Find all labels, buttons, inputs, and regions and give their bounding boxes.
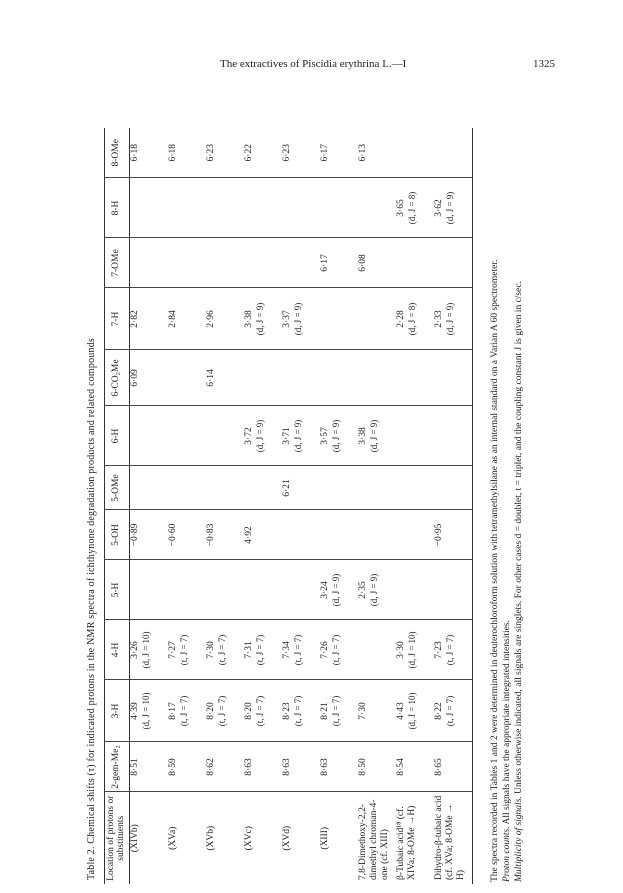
multiplicity: (d, J = 8)	[406, 191, 417, 225]
shift-cell	[434, 680, 473, 742]
column-header: 4-H	[105, 620, 130, 680]
shift-value: 3·38	[357, 427, 368, 445]
column-header: 8-H	[105, 178, 130, 238]
shift-cell	[168, 288, 206, 350]
running-header	[0, 58, 623, 78]
shift-cell	[320, 466, 358, 510]
shift-cell	[206, 560, 244, 620]
shift-cell	[244, 350, 282, 406]
multiplicity: (d, J = 9)	[444, 302, 455, 336]
column-header: 7-H	[105, 288, 130, 350]
table-row	[396, 128, 434, 884]
shift-value: −0·89	[129, 523, 140, 547]
multiplicity: (d, J = 10)	[140, 692, 151, 730]
shift-cell	[320, 238, 358, 288]
compound-cell: (XVc)	[244, 792, 282, 884]
multiplicity: (d, J = 9)	[444, 191, 455, 225]
column-header: 2-gem-Me₂	[105, 742, 130, 792]
shift-value: 7·27	[167, 641, 178, 659]
shift-cell	[168, 406, 206, 466]
shift-cell	[320, 560, 358, 620]
page-number: 1325	[533, 58, 555, 70]
shift-value: 4·92	[243, 526, 254, 544]
shift-cell	[129, 238, 168, 288]
shift-value: −0·83	[205, 523, 216, 547]
running-title: The extractives of Piscidia erythrina L.—I	[220, 58, 407, 70]
shift-cell	[396, 680, 434, 742]
shift-value: 3·72	[243, 427, 254, 445]
shift-cell	[206, 620, 244, 680]
shift-value: 6·22	[243, 144, 254, 162]
shift-cell	[244, 288, 282, 350]
shift-cell	[129, 680, 168, 742]
shift-cell	[358, 238, 396, 288]
shift-value: 2·84	[167, 310, 178, 328]
shift-value: 7·31	[243, 641, 254, 659]
multiplicity: (t, J = 7)	[254, 695, 265, 727]
shift-value: 7·23	[433, 641, 444, 659]
table-header-row	[105, 128, 130, 884]
column-header: 3-H	[105, 680, 130, 742]
shift-cell	[206, 680, 244, 742]
shift-cell	[244, 238, 282, 288]
shift-value: 2·82	[129, 310, 140, 328]
column-header: 5-H	[105, 560, 130, 620]
multiplicity: (d, J = 9)	[254, 302, 265, 336]
shift-value: 3·37	[281, 310, 292, 328]
shift-value: 8·63	[243, 758, 254, 776]
shift-value: 6·14	[205, 369, 216, 387]
shift-value: 8·21	[319, 702, 330, 720]
shift-value: 2·35	[357, 581, 368, 599]
shift-cell	[129, 510, 168, 560]
shift-cell	[282, 510, 320, 560]
shift-cell	[320, 288, 358, 350]
shift-value: 7·34	[281, 641, 292, 659]
shift-value: 6·09	[129, 369, 140, 387]
rotated-table	[82, 102, 552, 892]
column-header: 6-CO₂Me	[105, 350, 130, 406]
shift-value: 3·26	[129, 641, 140, 659]
shift-value: 8·59	[167, 758, 178, 776]
shift-value: 8·65	[433, 758, 444, 776]
shift-cell	[396, 288, 434, 350]
nmr-table	[104, 128, 473, 884]
shift-value: 2·96	[205, 310, 216, 328]
table-notes	[490, 112, 526, 882]
shift-cell	[168, 238, 206, 288]
shift-cell	[434, 178, 473, 238]
shift-value: 2·28	[395, 310, 406, 328]
multiplicity: (d, J = 10)	[140, 631, 151, 669]
shift-cell	[434, 128, 473, 178]
shift-value: 8·50	[357, 758, 368, 776]
shift-value: 8·62	[205, 758, 216, 776]
shift-cell	[396, 466, 434, 510]
note-multiplicity-text: Unless otherwise indicated, all signals are singlets. For other cases d = doublet, t = triplet, and the coupling constant J is given in c/sec.	[513, 281, 524, 794]
multiplicity: (d, J = 10)	[406, 631, 417, 669]
shift-cell	[320, 178, 358, 238]
shift-cell	[168, 466, 206, 510]
shift-value: 6·17	[319, 144, 330, 162]
shift-cell	[358, 406, 396, 466]
table-row	[358, 128, 396, 884]
multiplicity: (t, J = 7)	[178, 634, 189, 666]
column-header: 8-OMe	[105, 128, 130, 178]
shift-cell	[282, 128, 320, 178]
shift-value: 8·20	[243, 702, 254, 720]
note-spectrometer: The spectra recorded in Tables 1 and 2 were determined in deuterochloroform solution with tetramethylsilane as an internal standard on a Varian A 60 spectrometer.	[490, 259, 500, 882]
shift-cell	[434, 406, 473, 466]
shift-cell	[244, 680, 282, 742]
table-row	[206, 128, 244, 884]
shift-value: 6·21	[281, 479, 292, 497]
shift-cell	[358, 680, 396, 742]
shift-cell	[396, 560, 434, 620]
note-proton-counts-label: Proton counts.	[501, 826, 512, 882]
shift-cell	[434, 510, 473, 560]
shift-value: 6·23	[281, 144, 292, 162]
shift-cell	[244, 620, 282, 680]
multiplicity: (t, J = 7)	[292, 695, 303, 727]
shift-cell	[129, 178, 168, 238]
shift-cell	[282, 238, 320, 288]
shift-cell	[168, 178, 206, 238]
shift-cell	[206, 510, 244, 560]
shift-cell	[434, 288, 473, 350]
table-row	[129, 128, 168, 884]
shift-cell	[168, 510, 206, 560]
multiplicity: (d, J = 9)	[292, 419, 303, 453]
shift-value: 8·17	[167, 702, 178, 720]
multiplicity: (d, J = 9)	[292, 302, 303, 336]
shift-cell	[206, 238, 244, 288]
compound-cell: β-Tubaic acid¹⁸ (cf. XIVa; 8-OMe →H)	[396, 792, 434, 884]
column-header: 5-OH	[105, 510, 130, 560]
shift-cell	[320, 128, 358, 178]
shift-cell	[244, 466, 282, 510]
shift-cell	[244, 178, 282, 238]
shift-cell	[282, 178, 320, 238]
shift-cell	[320, 406, 358, 466]
shift-value: 3·71	[281, 427, 292, 445]
shift-value: 8·51	[129, 758, 140, 776]
multiplicity: (t, J = 7)	[178, 695, 189, 727]
shift-cell	[244, 742, 282, 792]
table-row	[320, 128, 358, 884]
shift-cell	[244, 406, 282, 466]
multiplicity: (d, J = 9)	[330, 573, 341, 607]
shift-cell	[129, 288, 168, 350]
shift-value: 3·30	[395, 641, 406, 659]
shift-value: 6·17	[319, 254, 330, 272]
table-row	[168, 128, 206, 884]
shift-cell	[168, 560, 206, 620]
shift-cell	[396, 406, 434, 466]
compound-cell: 7,8-Dimethoxy-2,2-dimethyl chroman-4-one (cf. XIII)	[358, 792, 396, 884]
shift-value: 8·63	[319, 758, 330, 776]
shift-cell	[320, 620, 358, 680]
shift-value: 6·23	[205, 144, 216, 162]
multiplicity: (t, J = 7)	[444, 634, 455, 666]
shift-cell	[434, 466, 473, 510]
multiplicity: (t, J = 7)	[330, 634, 341, 666]
shift-cell	[434, 742, 473, 792]
compound-cell: Dihydro-β-tubaic acid (cf. XVa; 8-OMe → H)	[434, 792, 473, 884]
shift-value: 7·26	[319, 641, 330, 659]
shift-cell	[129, 350, 168, 406]
shift-cell	[358, 510, 396, 560]
shift-cell	[244, 128, 282, 178]
note-multiplicity-label: Multiplicity of signals.	[513, 796, 524, 882]
shift-value: −0·60	[167, 523, 178, 547]
shift-value: 3·38	[243, 310, 254, 328]
shift-cell	[206, 288, 244, 350]
multiplicity: (d, J = 10)	[406, 692, 417, 730]
column-header: Location of protons or substituents	[105, 792, 130, 884]
table-row	[244, 128, 282, 884]
shift-cell	[358, 466, 396, 510]
note-proton-counts	[502, 112, 514, 882]
column-header: 7-OMe	[105, 238, 130, 288]
shift-cell	[282, 288, 320, 350]
shift-cell	[282, 350, 320, 406]
shift-value: 6·13	[357, 144, 368, 162]
column-header: 6-H	[105, 406, 130, 466]
shift-value: 6·18	[129, 144, 140, 162]
shift-cell	[396, 510, 434, 560]
shift-cell	[434, 350, 473, 406]
shift-cell	[206, 178, 244, 238]
shift-cell	[129, 128, 168, 178]
shift-value: 2·33	[433, 310, 444, 328]
shift-value: 6·18	[167, 144, 178, 162]
shift-cell	[244, 510, 282, 560]
multiplicity: (d, J = 8)	[406, 302, 417, 336]
shift-cell	[396, 238, 434, 288]
shift-value: 7·30	[357, 702, 368, 720]
compound-cell: (XVa)	[168, 792, 206, 884]
multiplicity: (t, J = 7)	[292, 634, 303, 666]
shift-cell	[206, 128, 244, 178]
shift-cell	[358, 560, 396, 620]
compound-cell: (XVd)	[282, 792, 320, 884]
shift-cell	[396, 178, 434, 238]
multiplicity: (d, J = 9)	[330, 419, 341, 453]
shift-cell	[358, 742, 396, 792]
shift-cell	[396, 620, 434, 680]
shift-value: 3·62	[433, 199, 444, 217]
shift-cell	[168, 680, 206, 742]
shift-cell	[129, 620, 168, 680]
shift-value: 8·63	[281, 758, 292, 776]
shift-value: 8·54	[395, 758, 406, 776]
shift-cell	[358, 350, 396, 406]
shift-cell	[320, 350, 358, 406]
compound-cell: (XIVb)	[129, 792, 168, 884]
shift-value: 8·20	[205, 702, 216, 720]
shift-cell	[206, 406, 244, 466]
multiplicity: (d, J = 9)	[368, 573, 379, 607]
shift-cell	[282, 742, 320, 792]
note-multiplicity	[514, 112, 526, 882]
multiplicity: (d, J = 9)	[368, 419, 379, 453]
shift-cell	[129, 466, 168, 510]
shift-value: 4·43	[395, 702, 406, 720]
multiplicity: (t, J = 7)	[216, 634, 227, 666]
shift-cell	[282, 680, 320, 742]
shift-cell	[358, 288, 396, 350]
shift-cell	[206, 350, 244, 406]
shift-value: 8·22	[433, 702, 444, 720]
shift-cell	[434, 560, 473, 620]
shift-value: 3·65	[395, 199, 406, 217]
table-row	[282, 128, 320, 884]
shift-cell	[320, 680, 358, 742]
shift-cell	[320, 742, 358, 792]
shift-value: 3·24	[319, 581, 330, 599]
multiplicity: (t, J = 7)	[216, 695, 227, 727]
shift-value: 3·57	[319, 427, 330, 445]
shift-cell	[396, 742, 434, 792]
shift-cell	[206, 466, 244, 510]
shift-cell	[206, 742, 244, 792]
table-row	[434, 128, 473, 884]
shift-cell	[282, 406, 320, 466]
shift-cell	[168, 350, 206, 406]
shift-cell	[358, 620, 396, 680]
shift-cell	[434, 238, 473, 288]
shift-cell	[129, 742, 168, 792]
shift-cell	[358, 178, 396, 238]
note-proton-counts-text: All signals have the appropriate integrated intensities.	[501, 620, 512, 825]
shift-cell	[168, 742, 206, 792]
shift-cell	[358, 128, 396, 178]
shift-value: 6·08	[357, 254, 368, 272]
column-header: 5-OMe	[105, 466, 130, 510]
shift-cell	[168, 620, 206, 680]
multiplicity: (t, J = 7)	[330, 695, 341, 727]
shift-cell	[282, 620, 320, 680]
table-caption: Table 2. Chemical shifts (τ) for indicated protons in the NMR spectra of ichthynone degradation products and related compounds	[86, 338, 97, 880]
rotated-table-stage	[82, 102, 552, 892]
shift-cell	[129, 406, 168, 466]
shift-cell	[282, 466, 320, 510]
shift-value: 4·39	[129, 702, 140, 720]
multiplicity: (t, J = 7)	[254, 634, 265, 666]
shift-value: 8·23	[281, 702, 292, 720]
shift-cell	[282, 560, 320, 620]
shift-cell	[168, 128, 206, 178]
shift-cell	[129, 560, 168, 620]
compound-cell: (XIII)	[320, 792, 358, 884]
shift-cell	[320, 510, 358, 560]
shift-value: 7·30	[205, 641, 216, 659]
multiplicity: (d, J = 9)	[254, 419, 265, 453]
shift-cell	[396, 350, 434, 406]
shift-value: −0·95	[433, 523, 444, 547]
shift-cell	[434, 620, 473, 680]
compound-cell: (XVb)	[206, 792, 244, 884]
shift-cell	[244, 560, 282, 620]
shift-cell	[396, 128, 434, 178]
multiplicity: (t, J = 7)	[444, 695, 455, 727]
